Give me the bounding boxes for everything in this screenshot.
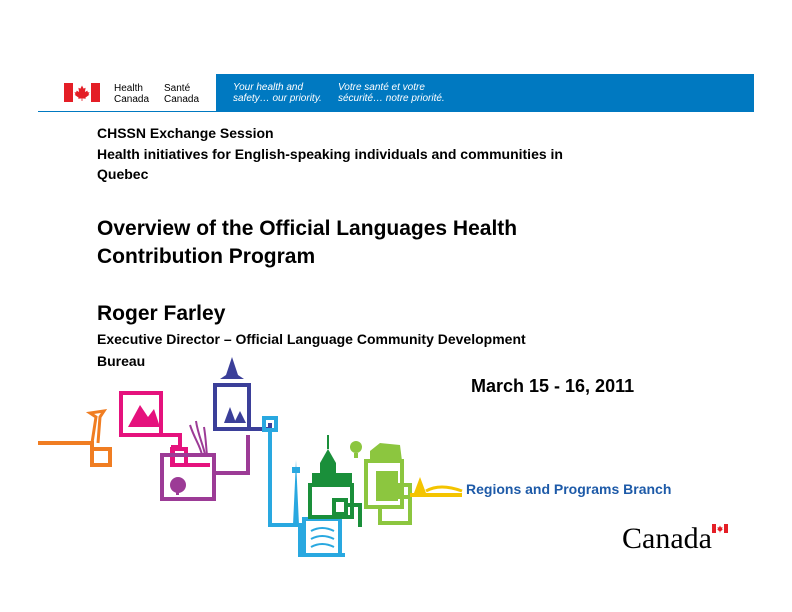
session-name: CHSSN Exchange Session: [97, 125, 274, 141]
presentation-title: Overview of the Official Languages Health Contribution Program: [97, 217, 518, 268]
presenter-role: Executive Director – Official Language Community Development Bureau: [97, 331, 526, 369]
tagline-en: Your health and safety… our priority.: [233, 82, 322, 104]
blue-line-icon: [270, 430, 345, 555]
session-subtitle-line2: Quebec: [97, 166, 149, 182]
session-subtitle-line1: Health initiatives for English-speaking individuals and communities in: [97, 146, 563, 162]
department-header: [38, 74, 754, 112]
orange-line-icon: [38, 443, 110, 465]
header-divider: [38, 111, 754, 112]
presentation-date: March 15 - 16, 2011: [471, 376, 635, 396]
presenter-name: Roger Farley: [97, 302, 226, 325]
canada-flag-icon: [64, 83, 100, 102]
tagline-fr: Votre santé et votre sécurité… notre priorité.: [338, 82, 445, 104]
department-name-fr: Santé Canada: [164, 83, 200, 105]
branch-name: Regions and Programs Branch: [466, 481, 672, 497]
wordmark-flag-icon: [712, 524, 728, 533]
regions-decorative-artwork-icon: [0, 355, 792, 612]
canada-wordmark: Canada: [622, 522, 712, 555]
department-name-en: Health Canada: [114, 83, 150, 105]
